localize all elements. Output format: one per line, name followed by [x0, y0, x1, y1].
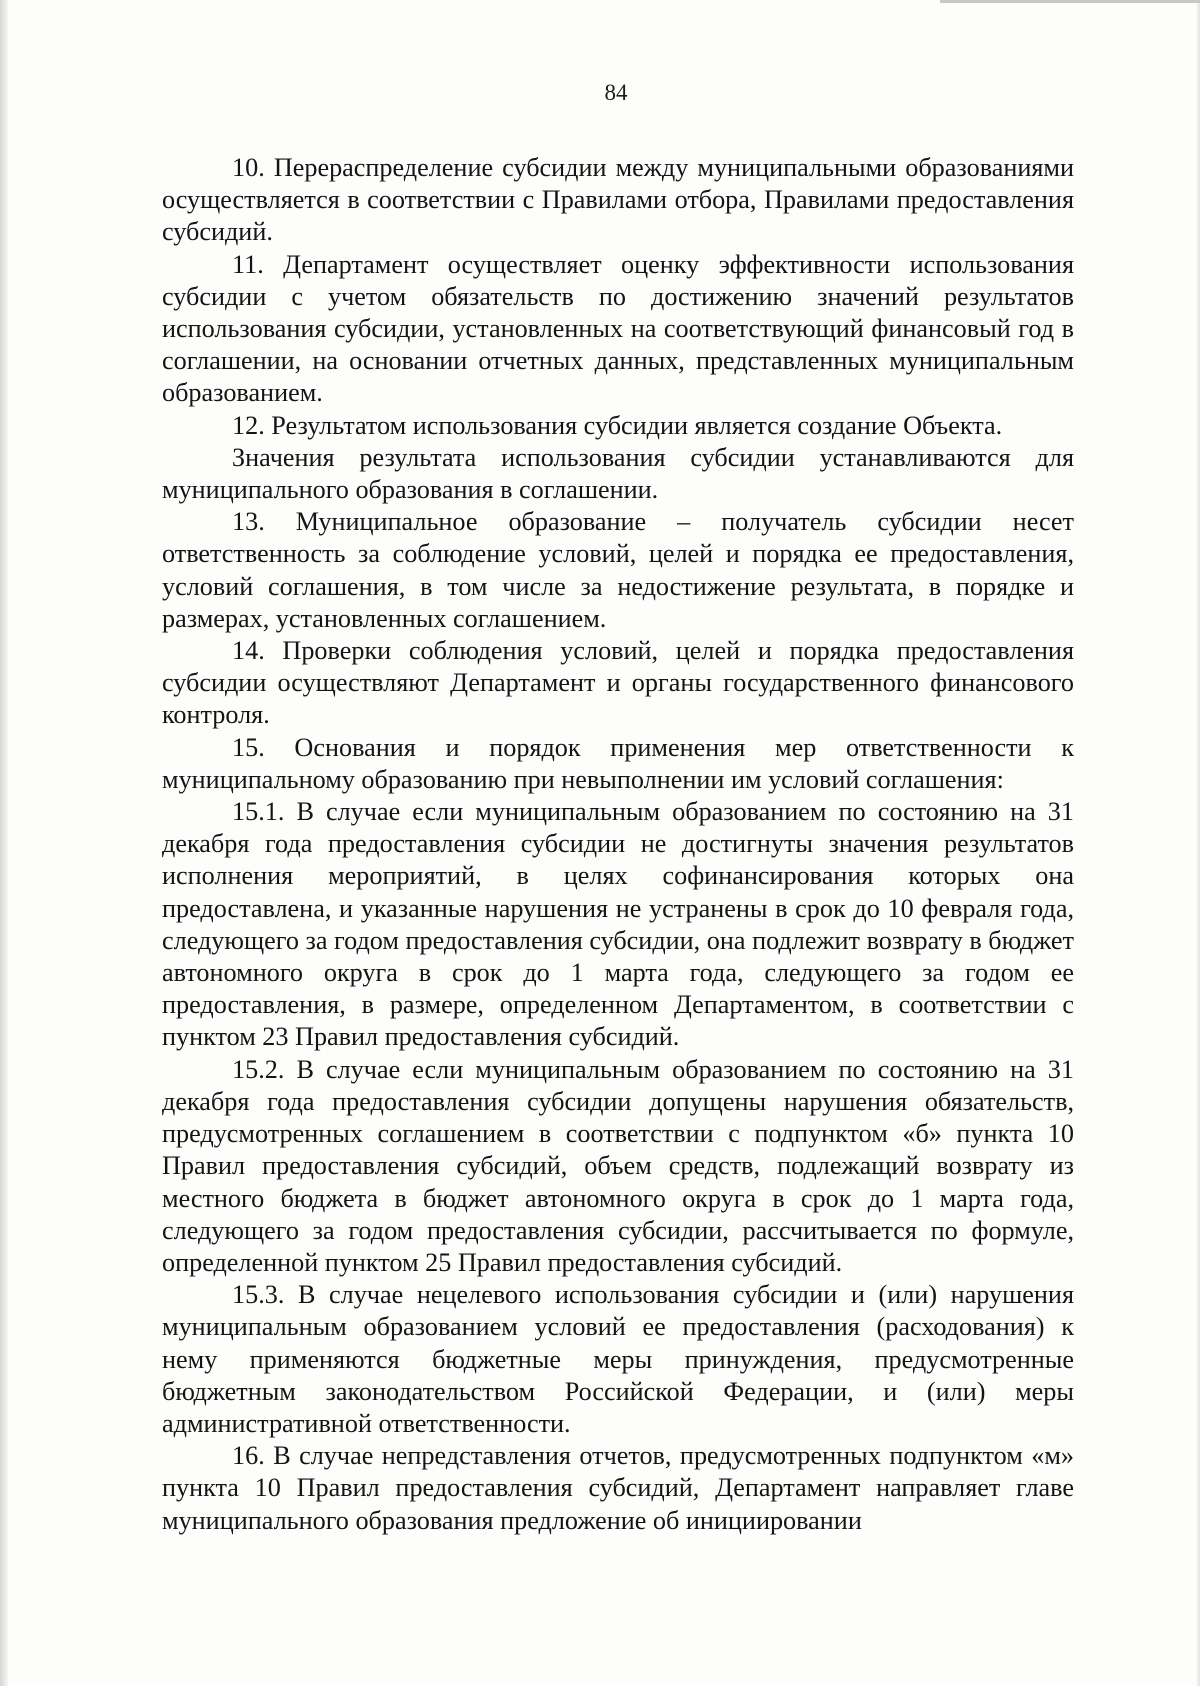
scan-edge-right: [1196, 0, 1200, 1686]
paragraph-15-1: 15.1. В случае если муниципальным образованием по состоянию на 31 декабря года предоставления субсидии не достигнуты значения результатов исполнения мероприятий, в целях софинансирования которых она предоставлена, и указанные нарушения не устранены в срок до 10 февраля года, следующего за годом предоставления субсидии, она подлежит возврату в бюджет автономного округа в срок до 1 марта года, следующего за годом ее предоставления, в размере, определенном Департаментом, в соответствии с пунктом 23 Правил предоставления субсидий.: [162, 797, 1074, 1052]
paragraph-10: 10. Перераспределение субсидии между муниципальными образованиями осуществляется в соответствии с Правилами отбора, Правилами предоставления субсидий.: [162, 153, 1074, 247]
paragraph-11: 11. Департамент осуществляет оценку эффективности использования субсидии с учетом обязательств по достижению значений результатов использования субсидии, установленных на соответствующий финансовый год в соглашении, на основании отчетных данных, представленных муниципальным образованием.: [162, 249, 1074, 408]
paragraph-12-values: Значения результата использования субсидии устанавливаются для муниципального образования в соглашении.: [162, 442, 1074, 505]
scan-edge-left: [0, 0, 8, 1686]
paragraph-15-3: 15.3. В случае нецелевого использования субсидии и (или) нарушения муниципальным образованием условий ее предоставления (расходования) к нему применяются бюджетные меры принуждения, предусмотренные бюджетным законодательством Российской Федерации, и (или) меры административной ответственности.: [162, 1280, 1074, 1438]
paragraph-12: 12. Результатом использования субсидии является создание Объекта.: [232, 410, 1003, 440]
paragraph-13: 13. Муниципальное образование – получатель субсидии несет ответственность за соблюдение условий, целей и порядка ее предоставления, условий соглашения, в том числе за недостижение результата, в порядке и размерах, установленных соглашением.: [162, 507, 1074, 633]
paragraph-15: 15. Основания и порядок применения мер ответственности к муниципальному образованию при невыполнении им условий соглашения:: [162, 732, 1074, 794]
scan-edge-top: [940, 0, 1200, 3]
paragraph-15-2: 15.2. В случае если муниципальным образованием по состоянию на 31 декабря года предоставления субсидии допущены нарушения обязательств, предусмотренных соглашением в соответствии с подпунктом «б» пункта 10 Правил предоставления субсидий, объем средств, подлежащий возврату из местного бюджета в бюджет автономного округа в срок до 1 марта года, следующего за годом предоставления субсидии, рассчитывается по формуле, определенной пунктом 25 Правил предоставления субсидий.: [162, 1054, 1074, 1277]
paragraph-16: 16. В случае непредставления отчетов, предусмотренных подпунктом «м» пункта 10 Правил предоставления субсидий, Департамент направляет главе муниципального образования предложение об инициировании: [162, 1441, 1074, 1535]
paragraph-14: 14. Проверки соблюдения условий, целей и порядка предоставления субсидии осуществляют Департамент и органы государственного финансового контроля.: [162, 636, 1074, 730]
page-number: 84: [604, 80, 628, 105]
document-body: [162, 152, 1074, 1537]
